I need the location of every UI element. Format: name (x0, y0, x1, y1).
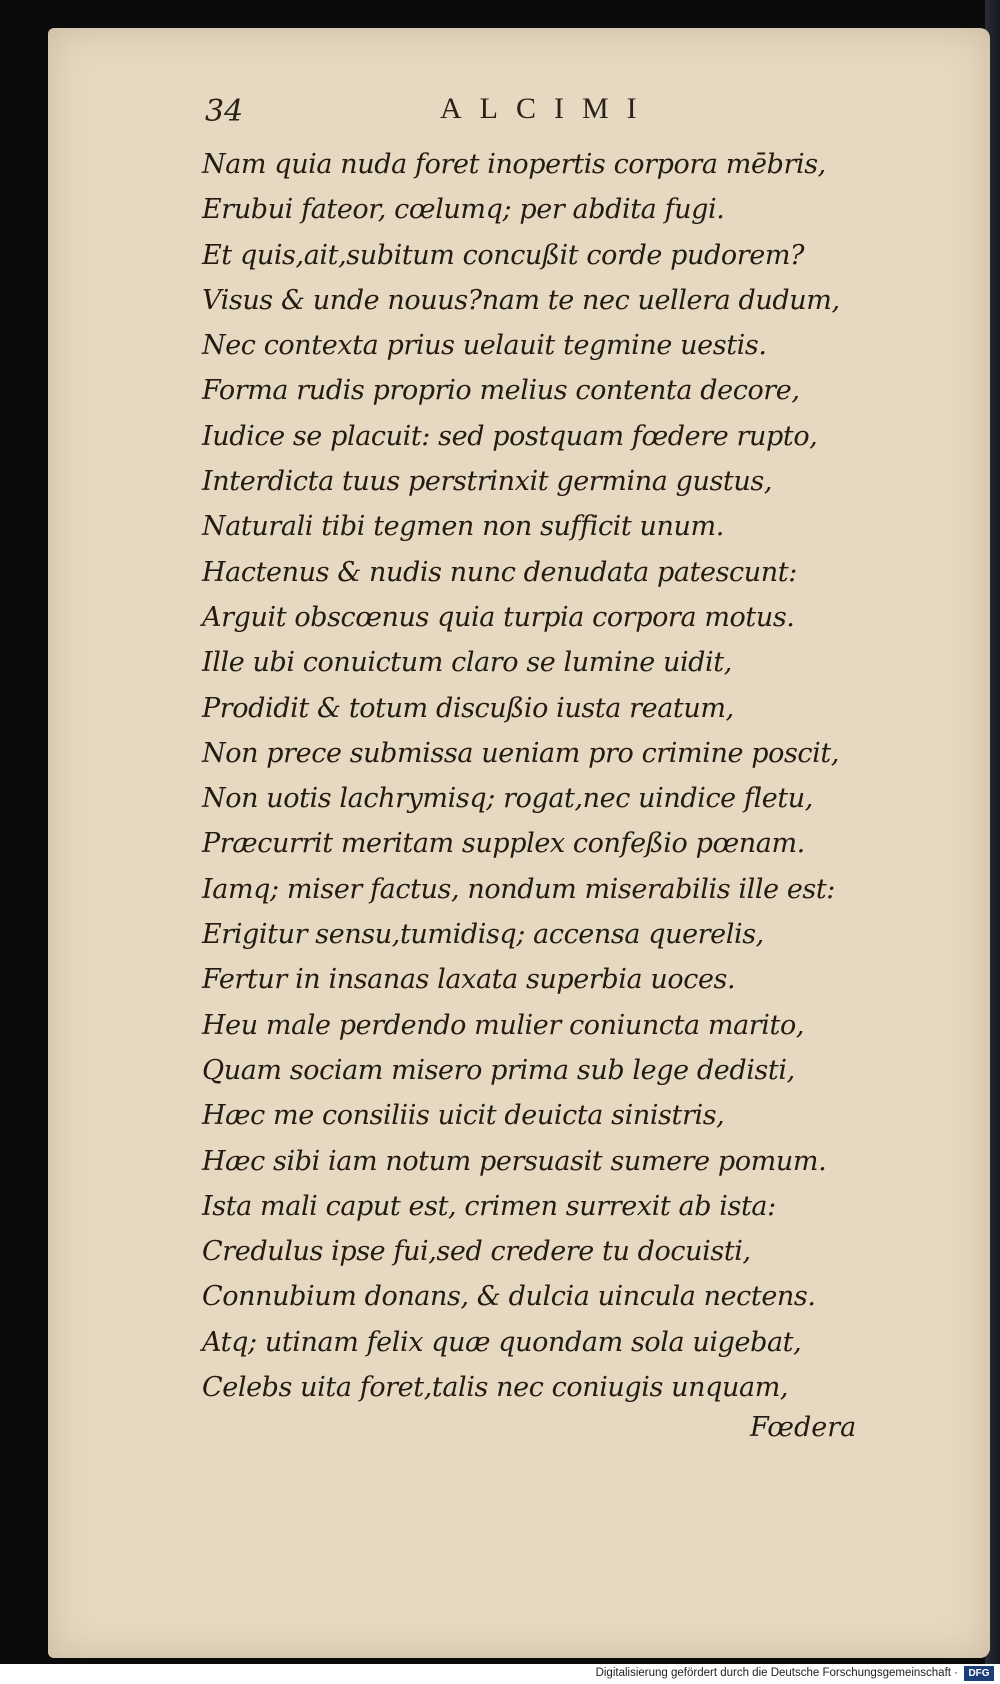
verse-line: Naturali tibi tegmen non sufficit unum. (202, 511, 724, 543)
verse-line: Nec contexta prius uelauit tegmine uestis. (202, 330, 767, 362)
verse-line: Ista mali caput est, crimen surrexit ab ista: (202, 1190, 776, 1222)
verse-line: Fertur in insanas laxata superbia uoces. (202, 964, 736, 996)
catchword: Fœdera (750, 1412, 857, 1443)
running-head: ALCIMI (440, 92, 655, 125)
verse-line: Et quis,ait,subitum concußit corde pudorem? (202, 239, 805, 271)
verse-line: Prodidit & totum discußio iusta reatum, (202, 692, 734, 724)
verse-line: Erubui fateor, cœlumq; per abdita fugi. (202, 194, 725, 226)
verse-line: Iamq; miser factus, nondum miserabilis ille est: (202, 873, 836, 905)
verse-line: Quam sociam misero prima sub lege dedisti, (202, 1054, 795, 1086)
verse-line: Iudice se placuit: sed postquam fœdere rupto, (202, 420, 818, 452)
dfg-logo: DFG (964, 1666, 994, 1681)
verse-line: Hæc me consiliis uicit deuicta sinistris, (202, 1100, 725, 1132)
verse-line: Nam quia nuda foret inopertis corpora mēbris, (202, 149, 826, 180)
verse-line: Erigitur sensu,tumidisq; accensa querelis, (202, 919, 764, 951)
verse-line: Interdicta tuus perstrinxit germina gustus, (202, 466, 773, 498)
verse-list (202, 142, 922, 1410)
verse-line: Præcurrit meritam supplex confeßio pœnam. (202, 828, 805, 860)
verse-line: Heu male perdendo mulier coniuncta marito, (202, 1009, 805, 1041)
page-number: 34 (205, 94, 244, 129)
verse-line: Hactenus & nudis nunc denudata patescunt: (202, 556, 797, 588)
verse-line: Atq; utinam felix quæ quondam sola uigebat, (202, 1326, 802, 1358)
verse-line: Visus & unde nouus?nam te nec uellera dudum, (202, 284, 840, 316)
verse-line: Credulus ipse fui,sed credere tu docuisti, (202, 1236, 751, 1268)
verse-line: Non prece submissa ueniam pro crimine poscit, (202, 737, 840, 769)
verse-line: Celebs uita foret,talis nec coniugis unquam, (202, 1372, 789, 1404)
verse-line: Arguit obscœnus quia turpia corpora motus. (202, 601, 795, 633)
verse-line: Connubium donans, & dulcia uincula nectens. (202, 1281, 816, 1313)
verse-line: Ille ubi conuictum claro se lumine uidit, (202, 647, 732, 679)
verse-line: Forma rudis proprio melius contenta decore, (202, 375, 800, 407)
verse-line: Hæc sibi iam notum persuasit sumere pomum. (202, 1145, 827, 1177)
verse-line: Non uotis lachrymisq; rogat,nec uindice fletu, (202, 783, 813, 815)
footer-credit: Digitalisierung gefördert durch die Deutsche Forschungsgemeinschaft · (595, 1667, 958, 1679)
